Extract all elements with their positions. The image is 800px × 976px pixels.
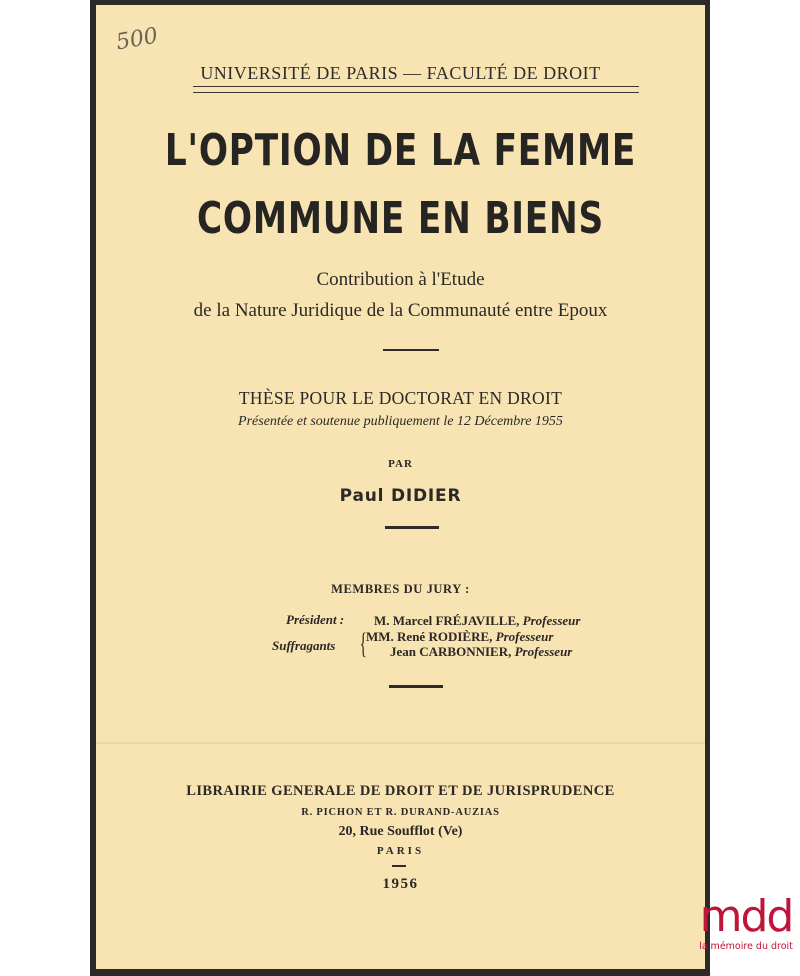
book-cover	[96, 5, 793, 969]
jury-member-name: Jean CARBONNIER,	[390, 644, 512, 659]
university-header: UNIVERSITÉ DE PARIS — FACULTÉ DE DROIT	[200, 63, 601, 83]
divider-rule	[389, 685, 443, 688]
title-line-1: L'OPTION DE LA FEMME	[164, 125, 637, 176]
by-label: PAR	[388, 458, 413, 470]
mdd-logo	[692, 891, 800, 965]
jury-heading: MEMBRES DU JURY :	[331, 582, 470, 596]
publisher-city: PARIS	[376, 845, 425, 857]
subtitle-line-1: Contribution à l'Etude	[316, 269, 485, 290]
jury-member-title: Professeur	[522, 613, 581, 628]
mdd-logo-mark: mdd	[699, 891, 793, 942]
cover-fold-line	[96, 742, 705, 744]
author-name: Paul DIDIER	[339, 486, 462, 506]
publisher-name: LIBRAIRIE GENERALE DE DROIT ET DE JURISPRUDENCE	[186, 783, 615, 799]
jury-member-1	[366, 629, 553, 645]
scan-frame-bottom	[90, 968, 710, 976]
jury-suffragants-label: Suffragants	[272, 638, 336, 653]
publisher-address: 20, Rue Soufflot (Ve)	[338, 824, 463, 839]
jury-member-title: Professeur	[514, 644, 573, 659]
jury-brace: {	[359, 627, 367, 660]
thesis-label: THÈSE POUR LE DOCTORAT EN DROIT	[238, 388, 563, 408]
divider-rule	[392, 865, 406, 867]
jury-member-2	[390, 644, 572, 660]
publication-year: 1956	[382, 876, 419, 892]
subtitle-line-2: de la Nature Juridique de la Communauté entre Epoux	[193, 300, 608, 321]
jury-member-name: MM. René RODIÈRE,	[366, 629, 493, 644]
divider-rule	[385, 526, 439, 529]
header-double-rule	[193, 86, 639, 93]
jury-president-label: Président :	[286, 612, 345, 627]
jury-president	[374, 613, 580, 629]
publisher-editors: R. PICHON ET R. DURAND-AUZIAS	[301, 807, 500, 818]
handwritten-note: 500	[114, 23, 160, 56]
presentation-date: Présentée et soutenue publiquement le 12 Décembre 1955	[238, 414, 563, 429]
jury-member-title: Professeur	[495, 629, 554, 644]
jury-member-name: M. Marcel FRÉJAVILLE,	[374, 613, 520, 628]
mdd-logo-tagline: la mémoire du droit	[699, 941, 793, 952]
title-line-2: COMMUNE EN BIENS	[196, 193, 605, 244]
divider-rule	[383, 349, 439, 351]
